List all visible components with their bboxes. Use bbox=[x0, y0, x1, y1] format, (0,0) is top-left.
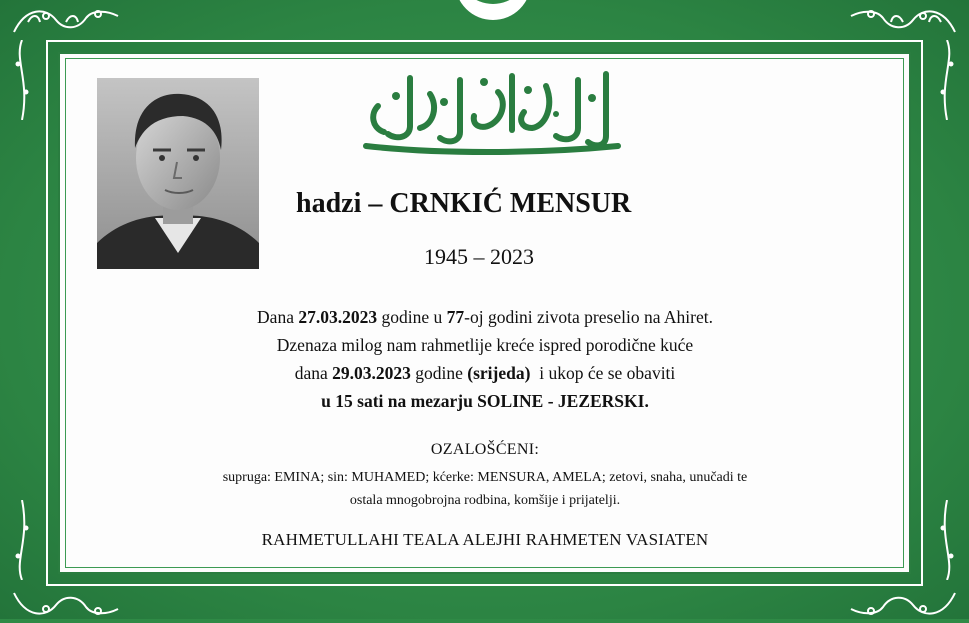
mourners-title: OZALOŠĆENI: bbox=[430, 441, 540, 458]
life-years: 1945 – 2023 bbox=[424, 244, 534, 269]
vine-ornament-icon bbox=[937, 500, 957, 580]
announcement-line-4: u 15 sati na mezarju SOLINE - JEZERSKI. bbox=[321, 391, 649, 411]
funeral-date: 29.03.2023 bbox=[332, 363, 411, 383]
floral-ornament-icon bbox=[6, 583, 126, 623]
floral-ornament-icon bbox=[6, 2, 126, 42]
mourners-line-1: supruga: EMINA; sin: MUHAMED; kćerke: MENSURA, AMELA; zetovi, snaha, unučadi te bbox=[222, 470, 748, 485]
vine-ornament-icon bbox=[12, 40, 32, 120]
announcement-line-3: dana 29.03.2023 godine (srijeda) i ukop će se obaviti bbox=[294, 363, 676, 383]
vine-ornament-icon bbox=[12, 500, 32, 580]
announcement-line-1: Dana 27.03.2023 godine u 77-oj godini zivota preselio na Ahiret. bbox=[257, 307, 713, 327]
portrait-photo bbox=[97, 78, 259, 269]
closing-prayer: RAHMETULLAHI TEALA ALEJHI RAHMETEN VASIATEN bbox=[261, 530, 709, 549]
deceased-name: hadzi – CRNKIĆ MENSUR bbox=[296, 188, 632, 219]
announcement-text bbox=[160, 303, 810, 415]
floral-ornament-icon bbox=[843, 2, 963, 42]
arabic-calligraphy-icon bbox=[356, 66, 626, 156]
death-date: 27.03.2023 bbox=[298, 307, 378, 327]
funeral-day: (srijeda) bbox=[467, 363, 531, 383]
mourners-line-2: ostala mnogobrojna rodbina, komšije i prijatelji. bbox=[349, 493, 621, 508]
floral-ornament-icon bbox=[843, 583, 963, 623]
vine-ornament-icon bbox=[937, 40, 957, 120]
mourners-list bbox=[130, 466, 840, 512]
announcement-line-2: Dzenaza milog nam rahmetlije kreće ispred porodične kuće bbox=[276, 335, 694, 355]
crescent-icon bbox=[451, 0, 535, 24]
age: 77 bbox=[446, 307, 465, 327]
